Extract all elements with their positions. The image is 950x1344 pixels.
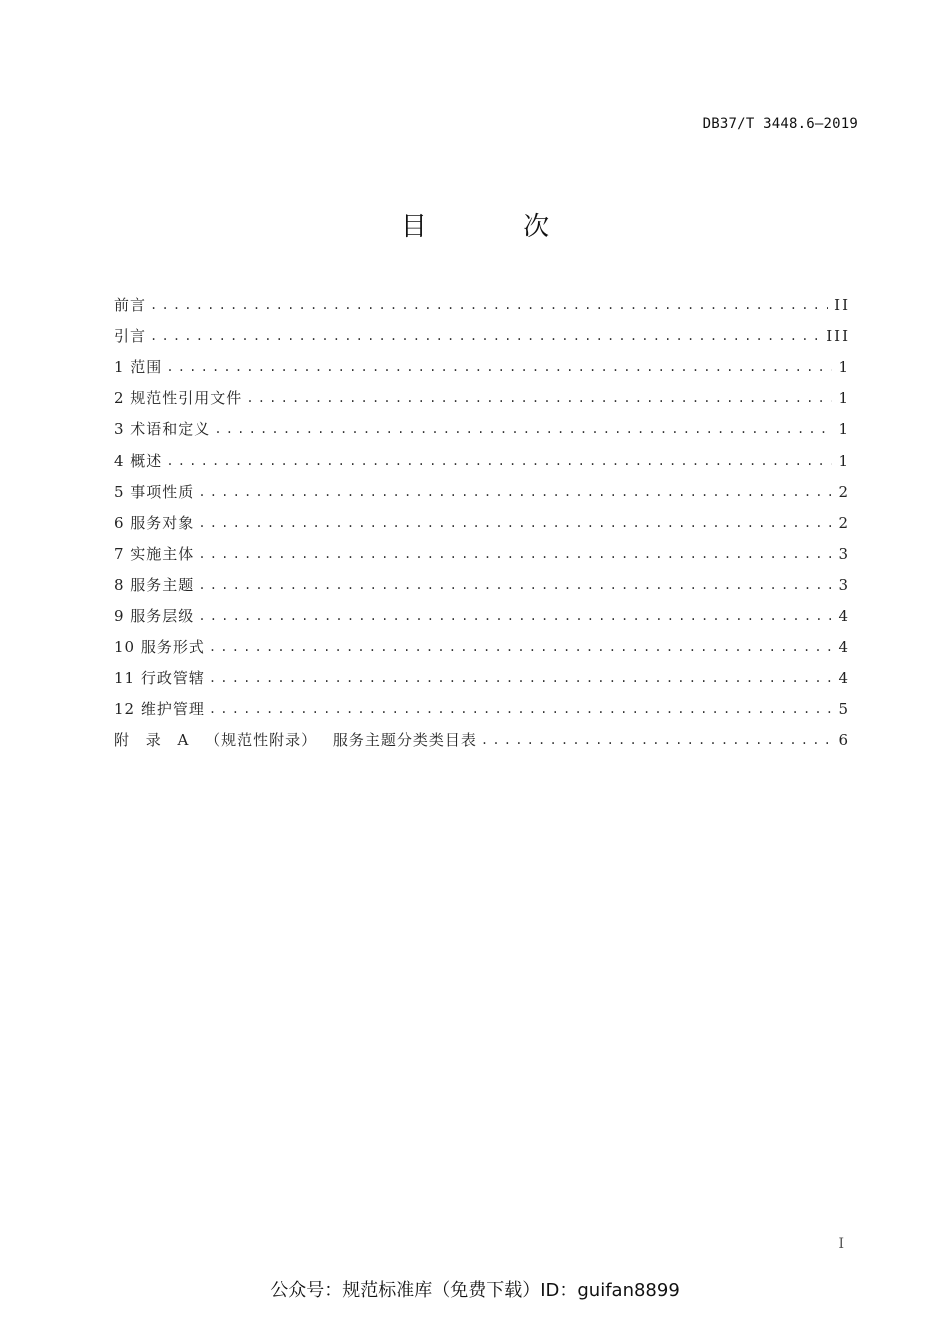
toc-dot-leader <box>198 604 832 628</box>
page-number: I <box>838 1236 844 1252</box>
toc-entry-title: 引言 <box>114 327 147 346</box>
toc-entry-page: 1 <box>838 358 850 377</box>
toc-entry-appendix-a[interactable] <box>114 721 850 752</box>
toc-entry-overview[interactable] <box>114 441 850 472</box>
toc-entry-normative-references[interactable] <box>114 379 850 410</box>
toc-entry-service-form[interactable] <box>114 628 850 659</box>
toc-dot-leader <box>246 386 832 410</box>
toc-entry-page: 3 <box>838 544 850 563</box>
toc-dot-leader <box>198 480 832 504</box>
toc-entry-page: II <box>834 296 850 315</box>
toc-entry-page: 2 <box>838 513 850 532</box>
footer-watermark-note: 公众号：规范标准库（免费下载）ID：guifan8899 <box>270 1280 680 1301</box>
toc-entry-title: 7 实施主体 <box>114 544 195 563</box>
toc-dot-leader <box>150 324 820 348</box>
toc-dot-leader <box>198 542 832 566</box>
toc-entry-page: 3 <box>838 575 850 594</box>
toc-entry-page: 1 <box>838 389 850 408</box>
toc-dot-leader <box>198 511 832 535</box>
toc-entry-title: 12 维护管理 <box>114 700 205 719</box>
toc-dot-leader <box>166 449 832 473</box>
toc-entry-page: 1 <box>838 420 850 439</box>
toc-entry-page: 4 <box>838 638 850 657</box>
toc-entry-matter-nature[interactable] <box>114 473 850 504</box>
page-title: 目 次 <box>400 212 594 242</box>
toc-entry-title: 2 规范性引用文件 <box>114 389 243 408</box>
toc-entry-foreword[interactable] <box>114 286 850 317</box>
document-code: DB37/T 3448.6—2019 <box>702 116 858 132</box>
toc-dot-leader <box>150 293 828 317</box>
toc-entry-page: 4 <box>838 669 850 688</box>
toc-entry-title: 8 服务主题 <box>114 575 195 594</box>
toc-dot-leader <box>198 573 832 597</box>
toc-entry-page: 2 <box>838 482 850 501</box>
table-of-contents <box>114 286 850 752</box>
toc-dot-leader <box>214 417 832 441</box>
toc-entry-title: 附 录 A （规范性附录） 服务主题分类类目表 <box>114 731 477 750</box>
toc-entry-administrative-jurisdiction[interactable] <box>114 659 850 690</box>
toc-entry-title: 前言 <box>114 296 147 315</box>
toc-entry-service-theme[interactable] <box>114 566 850 597</box>
toc-entry-title: 1 范围 <box>114 358 163 377</box>
toc-entry-title: 3 术语和定义 <box>114 420 211 439</box>
toc-entry-maintenance-management[interactable] <box>114 690 850 721</box>
toc-entry-page: 1 <box>838 451 850 470</box>
toc-entry-title: 5 事项性质 <box>114 482 195 501</box>
toc-entry-service-level[interactable] <box>114 597 850 628</box>
toc-entry-title: 11 行政管辖 <box>114 669 205 688</box>
toc-entry-title: 6 服务对象 <box>114 513 195 532</box>
toc-entry-implementing-body[interactable] <box>114 535 850 566</box>
toc-entry-scope[interactable] <box>114 348 850 379</box>
toc-entry-page: III <box>826 327 850 346</box>
toc-entry-title: 4 概述 <box>114 451 163 470</box>
toc-dot-leader <box>209 666 833 690</box>
toc-dot-leader <box>209 697 833 721</box>
toc-entry-page: 4 <box>838 607 850 626</box>
toc-dot-leader <box>481 728 833 752</box>
toc-entry-page: 5 <box>838 700 850 719</box>
toc-entry-terms-definitions[interactable] <box>114 410 850 441</box>
toc-entry-page: 6 <box>838 731 850 750</box>
toc-entry-title: 9 服务层级 <box>114 607 195 626</box>
toc-dot-leader <box>166 355 832 379</box>
toc-entry-service-object[interactable] <box>114 504 850 535</box>
toc-entry-introduction[interactable] <box>114 317 850 348</box>
toc-dot-leader <box>209 635 833 659</box>
toc-entry-title: 10 服务形式 <box>114 638 205 657</box>
